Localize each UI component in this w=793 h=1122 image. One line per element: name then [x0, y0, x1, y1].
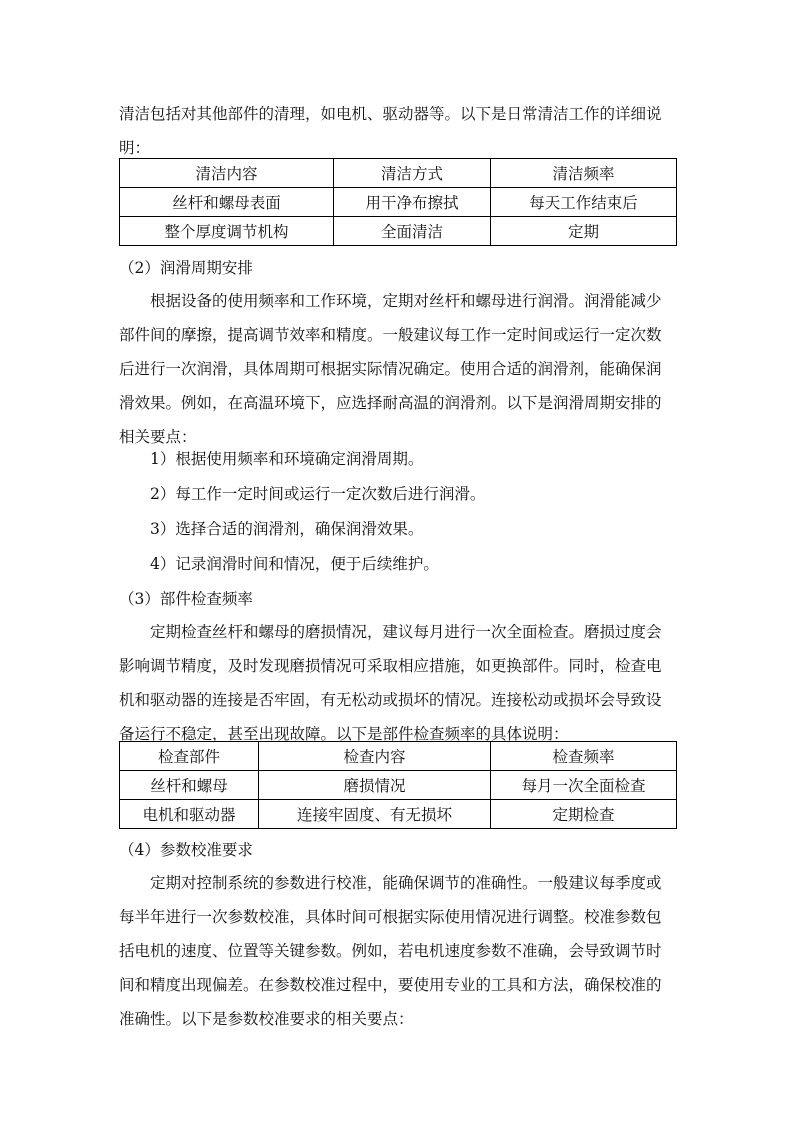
- section-heading: （2）润滑周期安排: [119, 259, 253, 277]
- table-header-row: [120, 742, 677, 771]
- section-paragraph: 定期对控制系统的参数进行校准，能确保调节的准确性。一般建议每季度或每半年进行一次参数校准，具体时间可根据实际使用情况进行调整。校准参数包括电机的速度、位置等关键参数。例如，若电机速度参数不准确，会导致调节时间和精度出现偏差。在参数校准过程中，要使用专业的工具和方法，确保校准的准确性。以下是参数校准要求的相关要点：: [119, 874, 662, 1028]
- table-header-cell: 清洁内容: [120, 159, 334, 188]
- cleaning-table: [119, 158, 677, 246]
- table-row: [120, 771, 677, 800]
- table-cell: 连接牢固度、有无损坏: [259, 800, 491, 829]
- table-header-cell: 清洁方式: [334, 159, 491, 188]
- list-item: 1）根据使用频率和环境确定润滑周期。: [150, 450, 424, 468]
- table-header-row: [120, 159, 677, 188]
- list-item: 2）每工作一定时间或运行一定次数后进行润滑。: [150, 485, 486, 503]
- inspection-table: [119, 741, 677, 829]
- section-paragraph: 定期检查丝杆和螺母的磨损情况，建议每月进行一次全面检查。磨损过度会影响调节精度，及时发现磨损情况可采取相应措施，如更换部件。同时，检查电机和驱动器的连接是否牢固，有无松动或损坏的情况。连接松动或损坏会导致设备运行不稳定，甚至出现故障。以下是部件检查频率的具体说明：: [119, 623, 662, 743]
- table-cell: 整个厚度调节机构: [120, 217, 334, 246]
- table-header-cell: 检查部件: [120, 742, 259, 771]
- table-row: [120, 800, 677, 829]
- intro-paragraph: 清洁包括对其他部件的清理，如电机、驱动器等。以下是日常清洁工作的详细说明：: [119, 105, 662, 157]
- table-cell: 定期: [491, 217, 677, 246]
- list-item: 4）记录润滑时间和情况，便于后续维护。: [150, 555, 439, 573]
- table-row: [120, 188, 677, 217]
- table-cell: 每天工作结束后: [491, 188, 677, 217]
- section-paragraph: 根据设备的使用频率和工作环境，定期对丝杆和螺母进行润滑。润滑能减少部件间的摩擦，提高调节效率和精度。一般建议每工作一定时间或运行一定次数后进行一次润滑，具体周期可根据实际情况确定。使用合适的润滑剂，能确保润滑效果。例如，在高温环境下，应选择耐高温的润滑剂。以下是润滑周期安排的相关要点：: [119, 292, 662, 446]
- table-header-cell: 清洁频率: [491, 159, 677, 188]
- section-heading: （3）部件检查频率: [119, 590, 253, 608]
- table-cell: 电机和驱动器: [120, 800, 259, 829]
- section-heading: （4）参数校准要求: [119, 841, 253, 859]
- table-cell: 全面清洁: [334, 217, 491, 246]
- list-item: 3）选择合适的润滑剂，确保润滑效果。: [150, 520, 424, 538]
- table-header-cell: 检查频率: [491, 742, 677, 771]
- table-header-cell: 检查内容: [259, 742, 491, 771]
- table-row: [120, 217, 677, 246]
- table-cell: 每月一次全面检查: [491, 771, 677, 800]
- table-cell: 用干净布擦拭: [334, 188, 491, 217]
- table-cell: 定期检查: [491, 800, 677, 829]
- table-cell: 磨损情况: [259, 771, 491, 800]
- table-cell: 丝杆和螺母表面: [120, 188, 334, 217]
- table-cell: 丝杆和螺母: [120, 771, 259, 800]
